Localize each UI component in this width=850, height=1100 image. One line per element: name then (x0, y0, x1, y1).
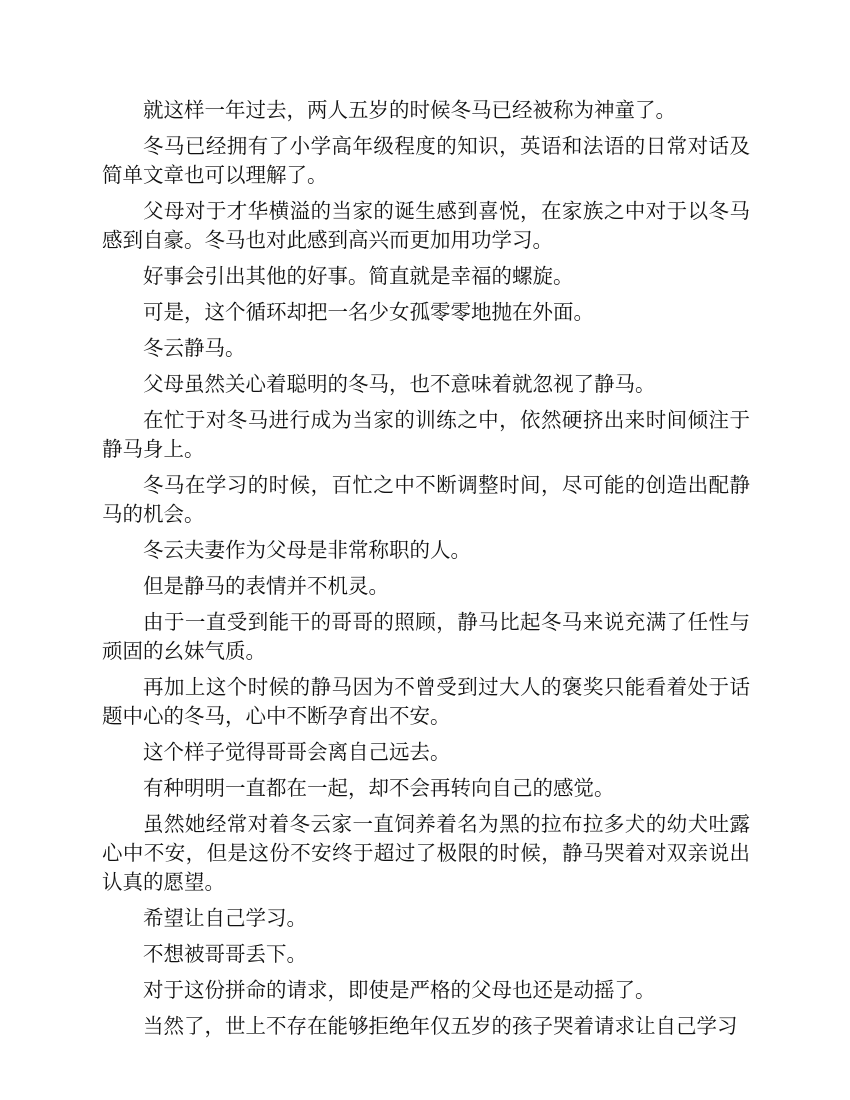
paragraph: 父母虽然关心着聪明的冬马，也不意味着就忽视了静马。 (143, 372, 656, 396)
paragraph: 对于这份拼命的请求，即使是严格的父母也还是动摇了。 (143, 978, 656, 1002)
paragraph: 父母对于才华横溢的当家的诞生感到喜悦，在家族之中对于以冬马感到自豪。冬马也对此感到高兴而更加用功学习。 (102, 199, 750, 252)
paragraph: 当然了，世上不存在能够拒绝年仅五岁的孩子哭着请求让自己学习 (143, 1014, 738, 1038)
paragraph: 这个样子觉得哥哥会离自己远去。 (143, 740, 451, 764)
paragraph: 可是，这个循环却把一名少女孤零零地抛在外面。 (143, 300, 594, 324)
paragraph: 不想被哥哥丢下。 (143, 942, 307, 966)
paragraph: 好事会引出其他的好事。简直就是幸福的螺旋。 (143, 264, 574, 288)
document-body (102, 96, 750, 1048)
paragraph: 冬马在学习的时候，百忙之中不断调整时间，尽可能的创造出配静马的机会。 (102, 473, 750, 526)
paragraph: 希望让自己学习。 (143, 906, 307, 930)
paragraph: 再加上这个时候的静马因为不曾受到过大人的褒奖只能看着处于话题中心的冬马，心中不断孕育出不安。 (102, 675, 750, 728)
paragraph: 冬云静马。 (143, 336, 246, 360)
paragraph: 由于一直受到能干的哥哥的照顾，静马比起冬马来说充满了任性与顽固的幺妹气质。 (102, 610, 750, 663)
paragraph: 在忙于对冬马进行成为当家的训练之中，依然硬挤出来时间倾注于静马身上。 (102, 408, 750, 461)
paragraph: 但是静马的表情并不机灵。 (143, 574, 389, 598)
paragraph: 虽然她经常对着冬云家一直饲养着名为黑的拉布拉多犬的幼犬吐露心中不安，但是这份不安终于超过了极限的时候，静马哭着对双亲说出认真的愿望。 (102, 812, 750, 894)
paragraph: 冬云夫妻作为父母是非常称职的人。 (143, 538, 471, 562)
paragraph: 就这样一年过去，两人五岁的时候冬马已经被称为神童了。 (143, 98, 676, 122)
paragraph: 冬马已经拥有了小学高年级程度的知识，英语和法语的日常对话及简单文章也可以理解了。 (102, 134, 750, 187)
paragraph: 有种明明一直都在一起，却不会再转向自己的感觉。 (143, 776, 615, 800)
